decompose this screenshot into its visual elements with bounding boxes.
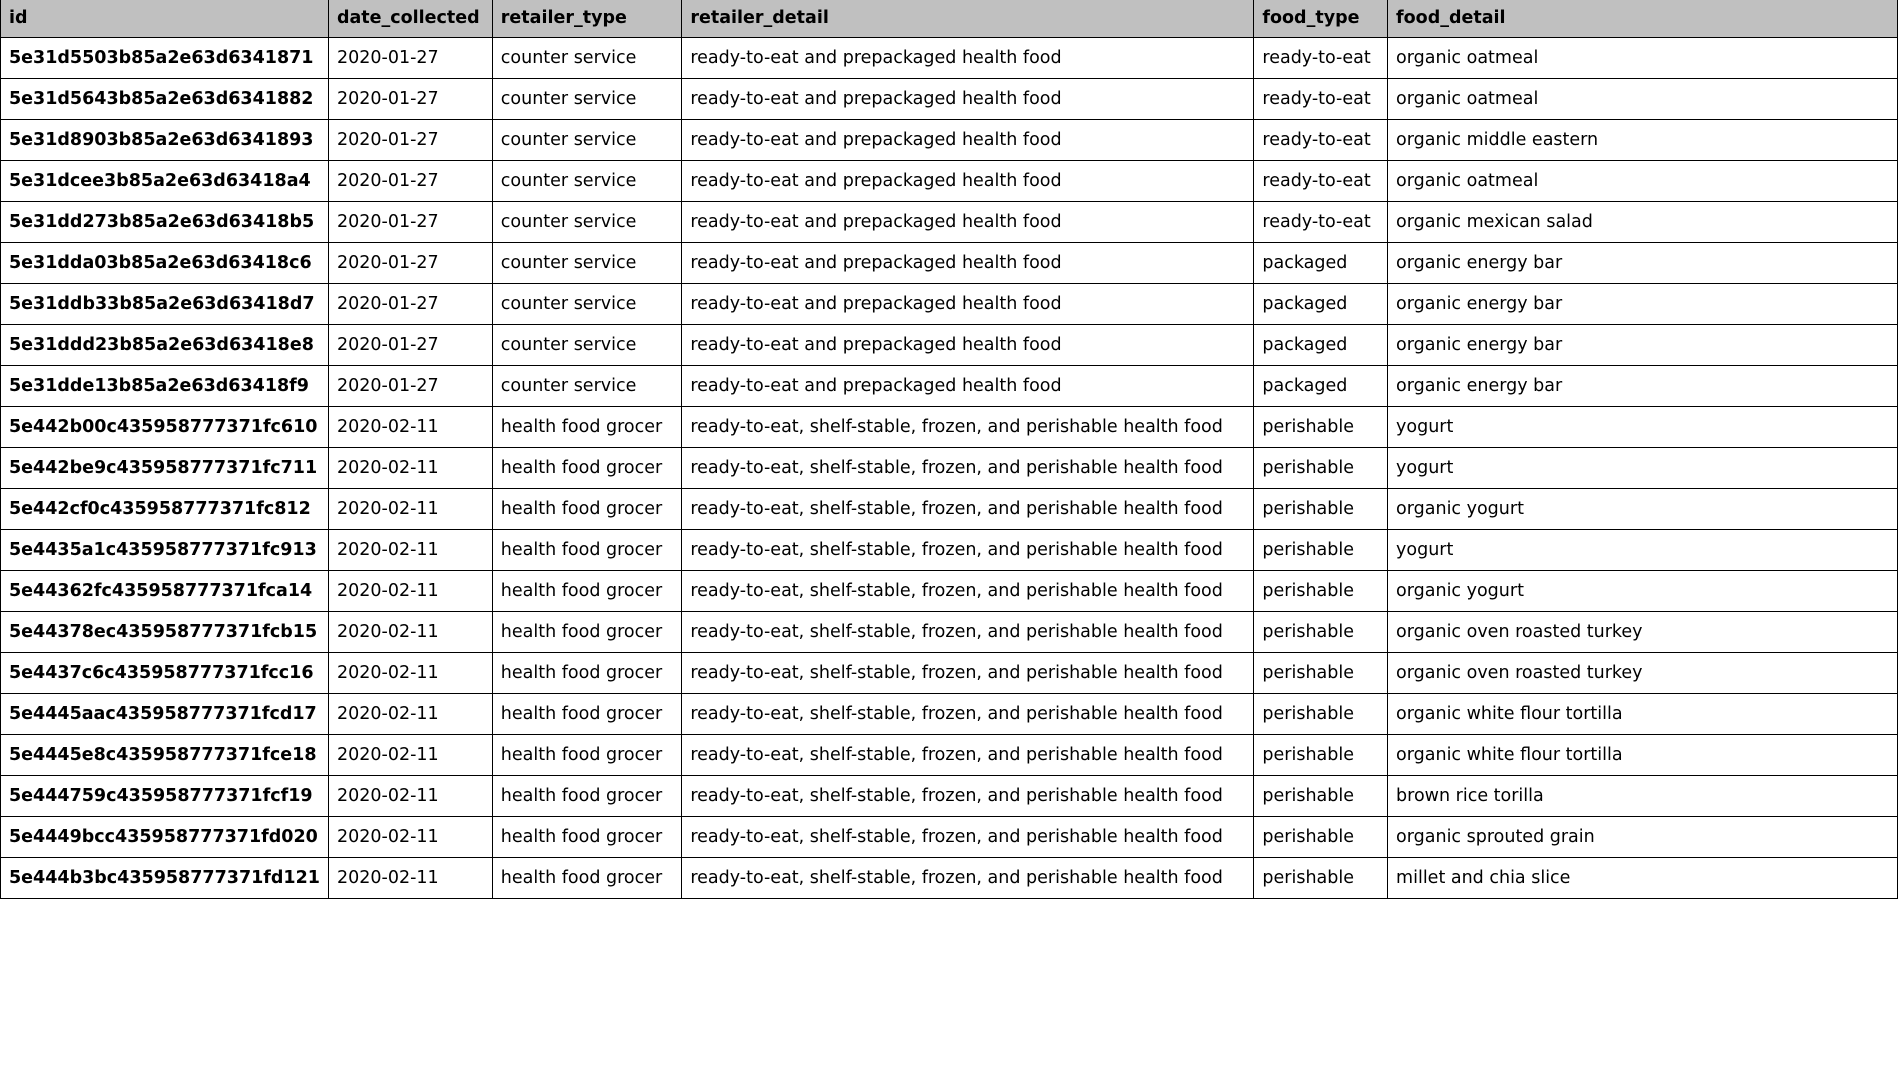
cell-retailer_type: health food grocer (492, 570, 682, 611)
cell-food_detail: organic middle eastern (1388, 119, 1898, 160)
cell-retailer_type: health food grocer (492, 447, 682, 488)
cell-date_collected: 2020-02-11 (328, 406, 492, 447)
cell-food_detail: yogurt (1388, 447, 1898, 488)
cell-food_type: ready-to-eat (1254, 119, 1388, 160)
cell-food_detail: organic energy bar (1388, 365, 1898, 406)
cell-id: 5e44378ec435958777371fcb15 (1, 611, 329, 652)
cell-retailer_detail: ready-to-eat, shelf-stable, frozen, and perishable health food (682, 816, 1254, 857)
cell-food_type: perishable (1254, 529, 1388, 570)
cell-retailer_detail: ready-to-eat, shelf-stable, frozen, and perishable health food (682, 447, 1254, 488)
cell-food_type: perishable (1254, 857, 1388, 898)
cell-date_collected: 2020-01-27 (328, 201, 492, 242)
table-row[interactable] (1, 78, 1898, 119)
table-header-row (1, 0, 1898, 37)
table-body (1, 37, 1898, 898)
cell-food_type: ready-to-eat (1254, 160, 1388, 201)
cell-retailer_detail: ready-to-eat and prepackaged health food (682, 201, 1254, 242)
cell-food_detail: millet and chia slice (1388, 857, 1898, 898)
cell-date_collected: 2020-02-11 (328, 529, 492, 570)
cell-id: 5e31ddb33b85a2e63d63418d7 (1, 283, 329, 324)
cell-retailer_detail: ready-to-eat and prepackaged health food (682, 37, 1254, 78)
cell-food_type: ready-to-eat (1254, 37, 1388, 78)
cell-food_type: perishable (1254, 570, 1388, 611)
cell-date_collected: 2020-01-27 (328, 160, 492, 201)
cell-id: 5e31dcee3b85a2e63d63418a4 (1, 160, 329, 201)
cell-id: 5e31ddd23b85a2e63d63418e8 (1, 324, 329, 365)
cell-food_type: perishable (1254, 734, 1388, 775)
cell-retailer_detail: ready-to-eat and prepackaged health food (682, 119, 1254, 160)
cell-food_type: packaged (1254, 324, 1388, 365)
cell-food_detail: organic energy bar (1388, 283, 1898, 324)
cell-food_detail: organic mexican salad (1388, 201, 1898, 242)
table-row[interactable] (1, 693, 1898, 734)
cell-id: 5e444759c435958777371fcf19 (1, 775, 329, 816)
cell-id: 5e31d8903b85a2e63d6341893 (1, 119, 329, 160)
column-header-date_collected[interactable]: date_collected (328, 0, 492, 37)
cell-food_detail: organic yogurt (1388, 488, 1898, 529)
cell-retailer_detail: ready-to-eat, shelf-stable, frozen, and perishable health food (682, 775, 1254, 816)
table-row[interactable] (1, 365, 1898, 406)
table-row[interactable] (1, 816, 1898, 857)
cell-id: 5e4445aac435958777371fcd17 (1, 693, 329, 734)
cell-food_detail: organic white flour tortilla (1388, 693, 1898, 734)
cell-food_detail: organic oatmeal (1388, 78, 1898, 119)
cell-date_collected: 2020-02-11 (328, 652, 492, 693)
cell-retailer_detail: ready-to-eat, shelf-stable, frozen, and perishable health food (682, 529, 1254, 570)
table-row[interactable] (1, 119, 1898, 160)
cell-food_detail: organic oatmeal (1388, 160, 1898, 201)
cell-food_type: perishable (1254, 611, 1388, 652)
cell-id: 5e4437c6c435958777371fcc16 (1, 652, 329, 693)
cell-id: 5e442cf0c435958777371fc812 (1, 488, 329, 529)
cell-date_collected: 2020-01-27 (328, 283, 492, 324)
cell-food_detail: yogurt (1388, 406, 1898, 447)
table-row[interactable] (1, 529, 1898, 570)
cell-retailer_detail: ready-to-eat, shelf-stable, frozen, and perishable health food (682, 734, 1254, 775)
cell-retailer_type: counter service (492, 365, 682, 406)
cell-food_type: packaged (1254, 365, 1388, 406)
cell-food_type: perishable (1254, 775, 1388, 816)
cell-food_type: perishable (1254, 816, 1388, 857)
column-header-food_type[interactable]: food_type (1254, 0, 1388, 37)
cell-food_detail: organic energy bar (1388, 242, 1898, 283)
table-row[interactable] (1, 488, 1898, 529)
table-row[interactable] (1, 652, 1898, 693)
cell-food_detail: organic yogurt (1388, 570, 1898, 611)
table-header (1, 0, 1898, 37)
table-row[interactable] (1, 734, 1898, 775)
cell-food_type: ready-to-eat (1254, 201, 1388, 242)
table-row[interactable] (1, 570, 1898, 611)
table-row[interactable] (1, 447, 1898, 488)
cell-date_collected: 2020-02-11 (328, 816, 492, 857)
table-row[interactable] (1, 37, 1898, 78)
cell-id: 5e31dd273b85a2e63d63418b5 (1, 201, 329, 242)
cell-id: 5e31d5643b85a2e63d6341882 (1, 78, 329, 119)
cell-retailer_detail: ready-to-eat and prepackaged health food (682, 160, 1254, 201)
cell-retailer_detail: ready-to-eat, shelf-stable, frozen, and perishable health food (682, 652, 1254, 693)
table-row[interactable] (1, 611, 1898, 652)
cell-date_collected: 2020-01-27 (328, 242, 492, 283)
column-header-retailer_type[interactable]: retailer_type (492, 0, 682, 37)
cell-id: 5e44362fc435958777371fca14 (1, 570, 329, 611)
cell-food_detail: organic white flour tortilla (1388, 734, 1898, 775)
cell-id: 5e442b00c435958777371fc610 (1, 406, 329, 447)
cell-id: 5e444b3bc435958777371fd121 (1, 857, 329, 898)
cell-date_collected: 2020-02-11 (328, 693, 492, 734)
cell-food_detail: organic sprouted grain (1388, 816, 1898, 857)
cell-retailer_type: health food grocer (492, 611, 682, 652)
cell-retailer_type: health food grocer (492, 693, 682, 734)
cell-retailer_type: health food grocer (492, 652, 682, 693)
cell-retailer_type: counter service (492, 324, 682, 365)
column-header-id[interactable]: id (1, 0, 329, 37)
cell-food_detail: organic oven roasted turkey (1388, 611, 1898, 652)
cell-retailer_type: health food grocer (492, 816, 682, 857)
cell-retailer_detail: ready-to-eat and prepackaged health food (682, 78, 1254, 119)
table-row[interactable] (1, 201, 1898, 242)
cell-date_collected: 2020-02-11 (328, 488, 492, 529)
cell-food_type: perishable (1254, 693, 1388, 734)
cell-retailer_detail: ready-to-eat, shelf-stable, frozen, and perishable health food (682, 406, 1254, 447)
cell-food_detail: yogurt (1388, 529, 1898, 570)
cell-retailer_type: counter service (492, 283, 682, 324)
cell-retailer_type: health food grocer (492, 734, 682, 775)
table-row[interactable] (1, 775, 1898, 816)
cell-food_type: packaged (1254, 242, 1388, 283)
table-row[interactable] (1, 406, 1898, 447)
cell-food_detail: organic energy bar (1388, 324, 1898, 365)
cell-retailer_type: health food grocer (492, 406, 682, 447)
cell-date_collected: 2020-01-27 (328, 37, 492, 78)
cell-retailer_detail: ready-to-eat, shelf-stable, frozen, and perishable health food (682, 693, 1254, 734)
cell-food_detail: brown rice torilla (1388, 775, 1898, 816)
cell-date_collected: 2020-01-27 (328, 78, 492, 119)
cell-food_type: perishable (1254, 447, 1388, 488)
cell-id: 5e4445e8c435958777371fce18 (1, 734, 329, 775)
cell-food_type: ready-to-eat (1254, 78, 1388, 119)
cell-food_type: perishable (1254, 488, 1388, 529)
cell-food_type: packaged (1254, 283, 1388, 324)
cell-food_detail: organic oatmeal (1388, 37, 1898, 78)
cell-id: 5e4435a1c435958777371fc913 (1, 529, 329, 570)
cell-food_detail: organic oven roasted turkey (1388, 652, 1898, 693)
table-row[interactable] (1, 857, 1898, 898)
cell-date_collected: 2020-02-11 (328, 857, 492, 898)
cell-date_collected: 2020-02-11 (328, 570, 492, 611)
table-row[interactable] (1, 160, 1898, 201)
cell-retailer_type: counter service (492, 201, 682, 242)
table-row[interactable] (1, 283, 1898, 324)
cell-retailer_detail: ready-to-eat and prepackaged health food (682, 365, 1254, 406)
cell-retailer_type: counter service (492, 119, 682, 160)
cell-retailer_type: health food grocer (492, 775, 682, 816)
cell-retailer_type: counter service (492, 242, 682, 283)
cell-date_collected: 2020-01-27 (328, 324, 492, 365)
cell-retailer_type: health food grocer (492, 857, 682, 898)
cell-retailer_type: health food grocer (492, 529, 682, 570)
cell-retailer_detail: ready-to-eat and prepackaged health food (682, 324, 1254, 365)
cell-retailer_type: health food grocer (492, 488, 682, 529)
cell-date_collected: 2020-02-11 (328, 734, 492, 775)
cell-id: 5e31dde13b85a2e63d63418f9 (1, 365, 329, 406)
cell-id: 5e31dda03b85a2e63d63418c6 (1, 242, 329, 283)
cell-retailer_detail: ready-to-eat, shelf-stable, frozen, and perishable health food (682, 611, 1254, 652)
cell-date_collected: 2020-01-27 (328, 119, 492, 160)
table-row[interactable] (1, 324, 1898, 365)
column-header-retailer_detail[interactable]: retailer_detail (682, 0, 1254, 37)
cell-retailer_detail: ready-to-eat, shelf-stable, frozen, and perishable health food (682, 570, 1254, 611)
cell-retailer_detail: ready-to-eat, shelf-stable, frozen, and perishable health food (682, 857, 1254, 898)
cell-food_type: perishable (1254, 406, 1388, 447)
cell-food_type: perishable (1254, 652, 1388, 693)
cell-id: 5e4449bcc435958777371fd020 (1, 816, 329, 857)
table-row[interactable] (1, 242, 1898, 283)
cell-date_collected: 2020-01-27 (328, 365, 492, 406)
cell-date_collected: 2020-02-11 (328, 611, 492, 652)
cell-retailer_type: counter service (492, 37, 682, 78)
cell-date_collected: 2020-02-11 (328, 447, 492, 488)
cell-retailer_detail: ready-to-eat, shelf-stable, frozen, and perishable health food (682, 488, 1254, 529)
cell-id: 5e442be9c435958777371fc711 (1, 447, 329, 488)
column-header-food_detail[interactable]: food_detail (1388, 0, 1898, 37)
cell-retailer_type: counter service (492, 160, 682, 201)
cell-id: 5e31d5503b85a2e63d6341871 (1, 37, 329, 78)
cell-retailer_detail: ready-to-eat and prepackaged health food (682, 242, 1254, 283)
cell-retailer_type: counter service (492, 78, 682, 119)
cell-retailer_detail: ready-to-eat and prepackaged health food (682, 283, 1254, 324)
cell-date_collected: 2020-02-11 (328, 775, 492, 816)
